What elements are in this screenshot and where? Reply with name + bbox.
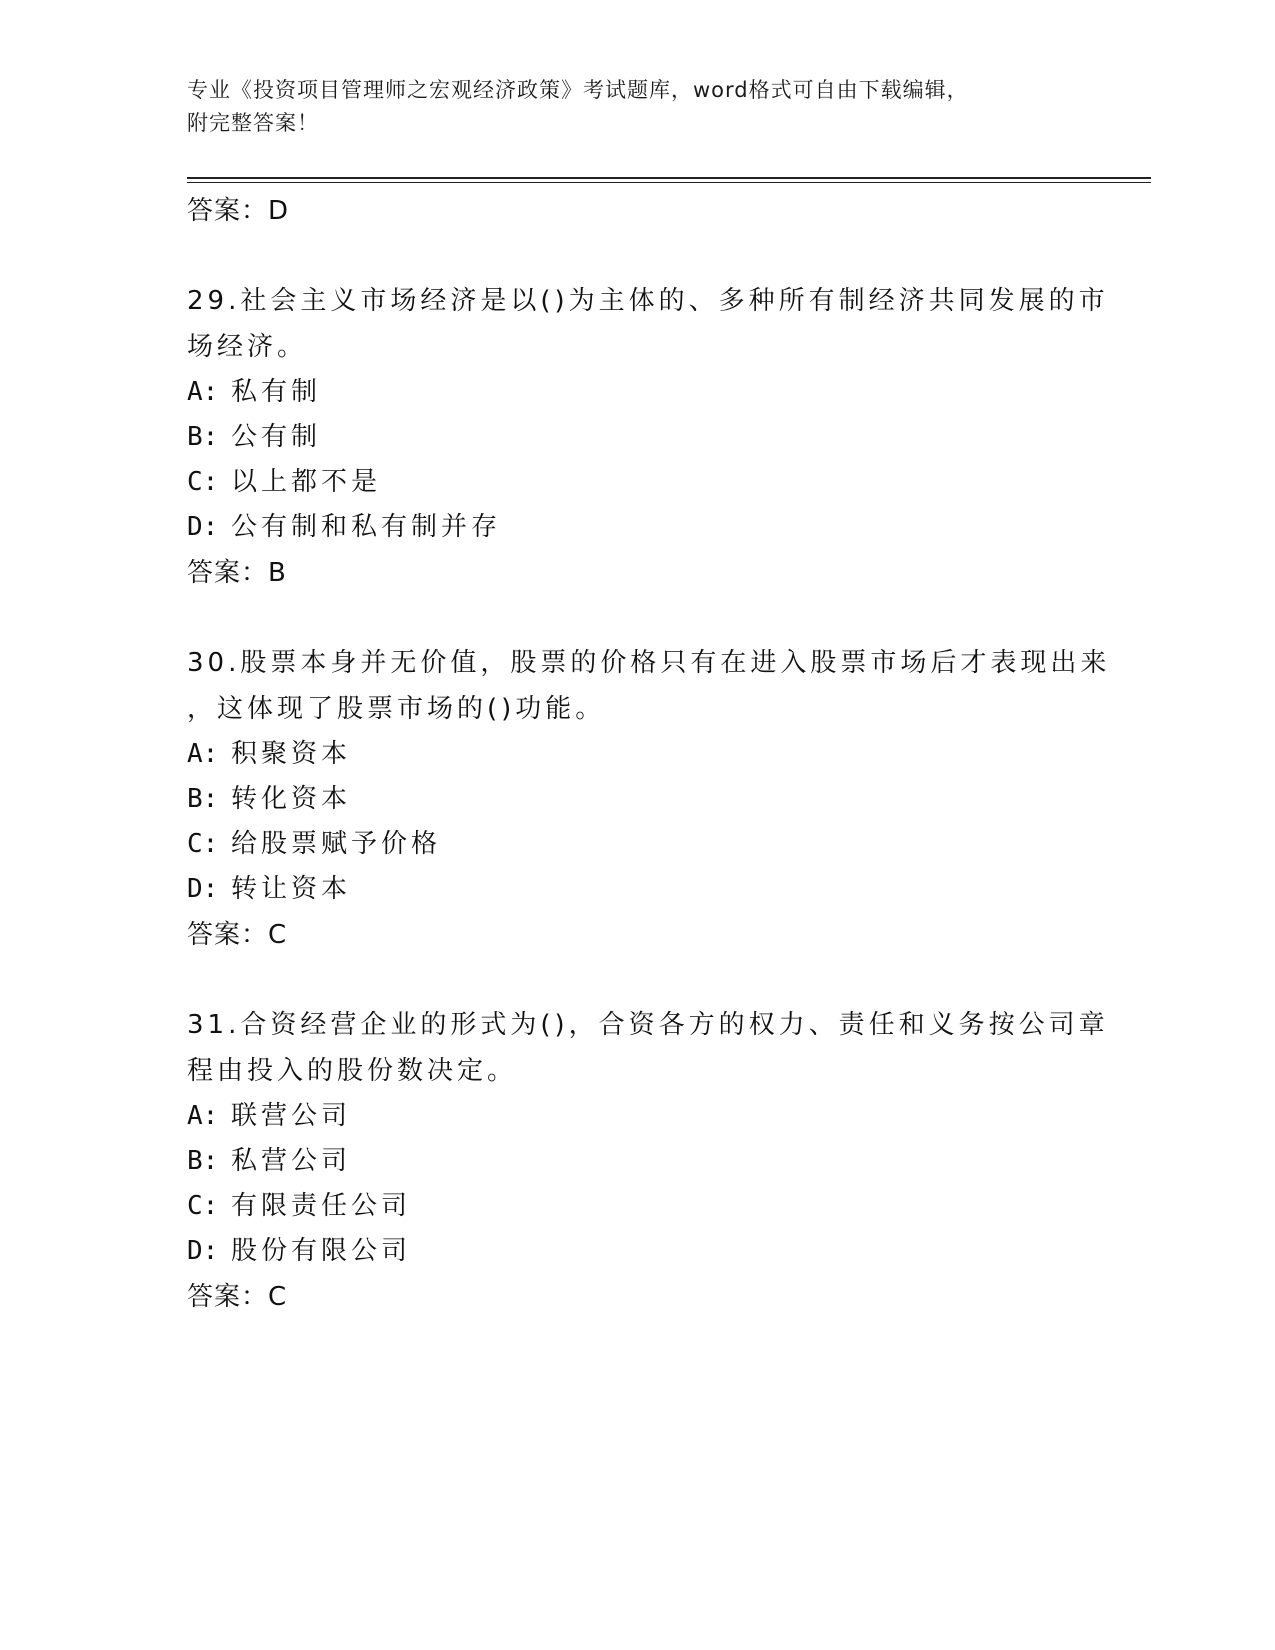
option-d: [187, 867, 1087, 912]
option-text: 私有制: [231, 377, 322, 407]
answer-label: 答案：C: [187, 1282, 288, 1312]
question-stem-line-2: 程由投入的股份数决定。: [187, 1056, 518, 1086]
question-31: [187, 1002, 1109, 1320]
option-text: 股份有限公司: [231, 1236, 412, 1266]
option-text: 转化资本: [231, 784, 352, 814]
option-key: A:: [187, 377, 219, 407]
question-stem-line-1: 30.股票本身并无价值，股票的价格只有在进入股票市场后才表现出来: [187, 648, 1111, 678]
option-a: [187, 370, 1087, 415]
question-stem-line-2: 场经济。: [187, 332, 308, 362]
option-key: B:: [187, 784, 219, 814]
question-stem-line-1: 29.社会主义市场经济是以()为主体的、多种所有制经济共同发展的市: [187, 286, 1109, 316]
option-key: B:: [187, 422, 219, 452]
option-text: 私营公司: [231, 1146, 352, 1176]
option-c: [187, 1184, 1087, 1229]
option-key: B:: [187, 1146, 219, 1176]
option-b: [187, 1139, 1087, 1184]
option-key: A:: [187, 1101, 219, 1131]
option-text: 公有制和私有制并存: [231, 512, 502, 542]
page-header: [187, 74, 1067, 140]
option-a: [187, 1094, 1087, 1139]
header-rule-thin: [187, 182, 1151, 183]
question-content: [187, 188, 1111, 1320]
option-key: A:: [187, 739, 219, 769]
header-line-2: 附完整答案！: [187, 111, 319, 135]
option-c: [187, 460, 1087, 505]
question-stem-line-2: ，这体现了股票市场的()功能。: [187, 694, 606, 724]
option-key: D:: [187, 874, 219, 904]
option-key: C:: [187, 1191, 219, 1221]
answer-label: 答案：C: [187, 920, 288, 950]
header-rule-thick: [187, 177, 1151, 179]
question-stem-line-1: 31.合资经营企业的形式为()，合资各方的权力、责任和义务按公司章: [187, 1010, 1109, 1040]
option-d: [187, 505, 1087, 550]
option-text: 转让资本: [231, 874, 352, 904]
answer-label: 答案：D: [187, 196, 290, 226]
option-key: C:: [187, 829, 219, 859]
option-text: 以上都不是: [231, 467, 382, 497]
option-b: [187, 777, 1087, 822]
question-29: [187, 278, 1109, 596]
option-text: 积聚资本: [231, 739, 352, 769]
option-text: 公有制: [231, 422, 322, 452]
option-text: 有限责任公司: [231, 1191, 412, 1221]
header-line-1: 专业《投资项目管理师之宏观经济政策》考试题库，word格式可自由下载编辑，: [187, 78, 969, 102]
option-a: [187, 732, 1087, 777]
option-key: D:: [187, 1236, 219, 1266]
option-text: 联营公司: [231, 1101, 352, 1131]
option-key: C:: [187, 467, 219, 497]
answer-label: 答案：B: [187, 558, 287, 588]
option-key: D:: [187, 512, 219, 542]
option-text: 给股票赋予价格: [231, 829, 442, 859]
question-30: [187, 640, 1111, 958]
option-b: [187, 415, 1087, 460]
option-d: [187, 1229, 1087, 1274]
option-c: [187, 822, 1087, 867]
